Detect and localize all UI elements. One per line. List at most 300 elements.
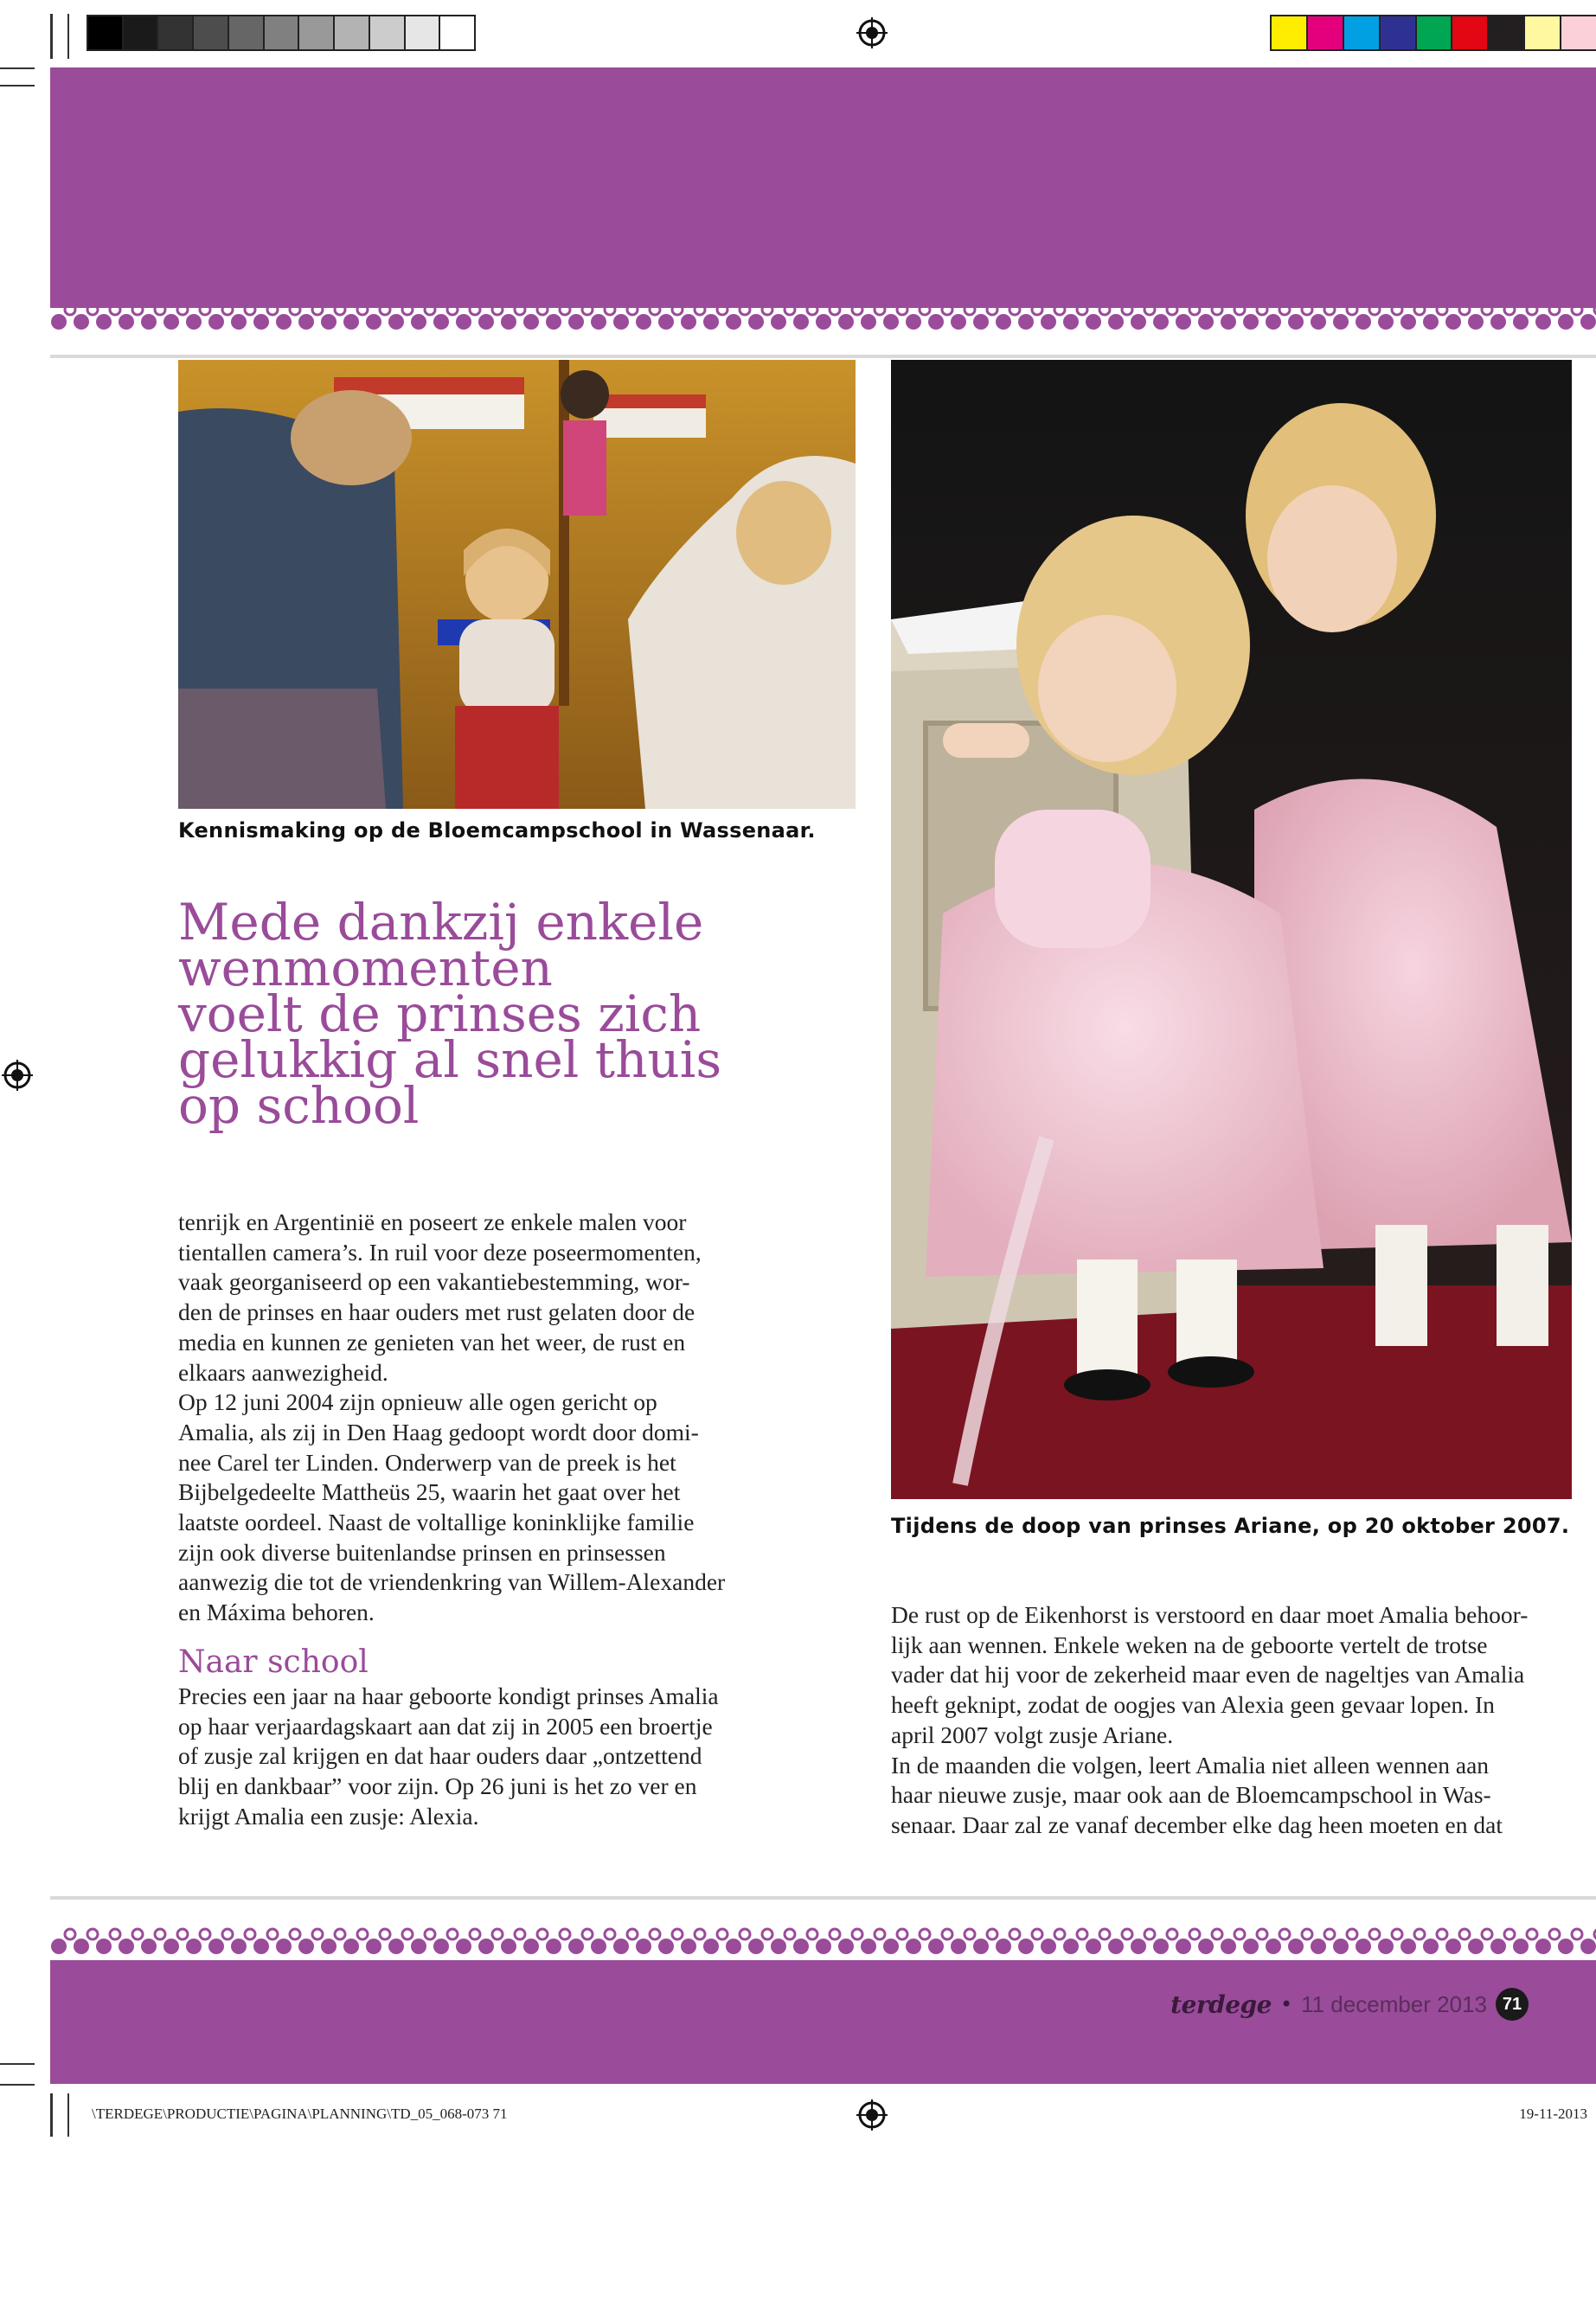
border-ring [1234,1929,1245,1939]
border-dot [703,314,719,330]
footer-folio [1170,1988,1529,2021]
border-ring [762,304,772,315]
border-dot [793,1939,809,1954]
border-ring [1302,304,1312,315]
border-ring [875,1929,885,1939]
border-dot [366,314,381,330]
border-ring [830,304,840,315]
border-dot [1401,1939,1416,1954]
border-ring [1010,1929,1020,1939]
border-dot [1580,314,1596,330]
border-ring [1099,304,1110,315]
text-line: aanwezig die tot de vriendenkring van Willem-Alexander [178,1568,726,1596]
crop-mark [0,67,35,69]
border-dot [1468,1939,1484,1954]
text-line: Precies een jaar na haar geboorte kondigt prinses Amalia [178,1682,719,1709]
border-dot [1378,314,1394,330]
border-ring [110,304,120,315]
magazine-logo: terdege [1170,1990,1272,2019]
border-dot [568,314,584,330]
border-ring [380,1929,390,1939]
border-ring [605,304,615,315]
border-ring [627,1929,638,1939]
border-ring [87,1929,98,1939]
text-line: vaak georganiseerd op een vakantiebestemming, wor- [178,1268,690,1296]
border-ring [1212,1929,1222,1939]
text-line: vader dat hij voor de zekerheid maar even de nageltjes van Amalia [891,1661,1525,1689]
divider-bottom [50,1896,1596,1900]
border-ring [1392,304,1402,315]
production-slug-date: 19-11-2013 [1519,2106,1587,2122]
photo-caption-right: Tijdens de doop van prinses Ariane, op 20 oktober 2007. [891,1514,1570,1538]
border-ring [245,304,255,315]
border-dot [636,314,651,330]
border-ring [627,304,638,315]
border-dot [1198,314,1214,330]
border-dot [861,314,876,330]
border-dot [1423,1939,1439,1954]
registration-mark-icon [856,2099,888,2131]
gray-swatch [439,15,476,51]
border-ring [1437,304,1447,315]
border-ring [1279,304,1290,315]
border-dot [996,1939,1011,1954]
border-ring [357,1929,368,1939]
border-dot [771,314,786,330]
border-ring [965,1929,975,1939]
text-line: Op 12 juni 2004 zijn opnieuw alle ogen gericht op [178,1388,657,1416]
border-dot [321,314,337,330]
border-dot [501,314,516,330]
border-dot [523,1939,539,1954]
border-ring [357,304,368,315]
border-dot [861,1939,876,1954]
border-ring [1369,304,1380,315]
border-dot [478,1939,494,1954]
border-ring [650,304,660,315]
border-ring [852,304,862,315]
registration-mark-icon [856,17,888,48]
border-dot [456,314,471,330]
border-dot [1580,1939,1596,1954]
border-ring [1234,304,1245,315]
pull-quote-line: wenmomenten [178,939,553,997]
border-dot [1108,1939,1124,1954]
dotted-border-bottom [50,1926,1596,1957]
border-ring [177,304,188,315]
border-ring [1257,304,1267,315]
border-ring [1167,304,1177,315]
pull-quote-line: voelt de prinses zich [178,984,702,1043]
border-ring [1482,304,1492,315]
border-ring [402,1929,413,1939]
pull-quote-line: op school [178,1076,420,1135]
border-ring [1010,304,1020,315]
border-ring [470,304,480,315]
border-ring [515,1929,525,1939]
border-dot [388,1939,404,1954]
border-ring [1504,304,1515,315]
gray-swatch [192,15,228,51]
border-dot [883,314,899,330]
border-dot [1086,314,1101,330]
header-band [50,67,1596,308]
border-dot [1445,1939,1461,1954]
color-swatch [1415,15,1452,51]
border-ring [785,1929,795,1939]
photo-school-visit [178,360,856,809]
border-dot [1558,1939,1574,1954]
border-dot [433,1939,449,1954]
border-dot [658,314,674,330]
border-ring [605,1929,615,1939]
border-ring [222,304,233,315]
border-ring [1302,1929,1312,1939]
gray-swatch [157,15,192,51]
color-swatch [1451,15,1487,51]
border-dot [208,1939,224,1954]
border-dot [411,314,426,330]
border-ring [1032,304,1042,315]
border-ring [1144,304,1155,315]
border-ring [492,304,503,315]
border-ring [245,1929,255,1939]
pull-quote-line: gelukkig al snel thuis [178,1030,722,1089]
text-line: zijn ook diverse buitenlandse prinsen en prinsessen [178,1538,666,1566]
gray-swatch [87,15,122,51]
border-ring [402,304,413,315]
footer-band [50,1960,1596,2084]
border-ring [335,1929,345,1939]
border-ring [1549,1929,1560,1939]
border-dot [141,1939,157,1954]
border-dot [1311,1939,1326,1954]
issue-date: 11 december 2013 [1301,1990,1487,2017]
photo-baptism [891,360,1572,1499]
border-ring [1527,1929,1537,1939]
text-line: heeft geknipt, zodat de oogjes van Alexia geen gevaar lopen. In [891,1691,1495,1719]
crop-mark [67,2093,69,2137]
border-dot [838,314,854,330]
border-dot [1535,1939,1551,1954]
text-line: krijgt Amalia een zusje: Alexia. [178,1802,479,1830]
border-ring [807,1929,817,1939]
border-dot [1153,1939,1169,1954]
border-dot [119,314,134,330]
border-ring [560,1929,570,1939]
border-dot [1513,1939,1529,1954]
border-ring [537,304,548,315]
border-ring [470,1929,480,1939]
border-dot [298,1939,314,1954]
border-dot [231,1939,247,1954]
border-dot [1243,1939,1259,1954]
border-ring [942,1929,952,1939]
color-swatch [1306,15,1343,51]
border-dot [276,1939,292,1954]
color-swatch [1379,15,1415,51]
border-ring [1122,304,1132,315]
text-line: media en kunnen ze genieten van het weer, de rust en [178,1328,686,1356]
gray-swatch [122,15,157,51]
border-dot [726,314,741,330]
subheading: Naar school [178,1644,369,1680]
border-ring [830,1929,840,1939]
border-ring [785,304,795,315]
border-dot [996,314,1011,330]
border-dot [906,1939,921,1954]
border-dot [1266,1939,1281,1954]
border-ring [582,1929,593,1939]
border-ring [1347,304,1357,315]
border-dot [883,1939,899,1954]
color-swatch [1560,15,1596,51]
border-dot [1176,314,1191,330]
border-ring [560,304,570,315]
color-swatch [1487,15,1523,51]
border-ring [425,1929,435,1939]
crop-mark [50,14,53,59]
border-ring [290,1929,300,1939]
paragraph [178,1208,801,1388]
border-dot [1018,1939,1034,1954]
text-line: laatste oordeel. Naast de voltallige koninklijke familie [178,1509,695,1536]
border-dot [253,1939,269,1954]
border-ring [1414,304,1425,315]
text-line: blij en dankbaar” voor zijn. Op 26 juni is het zo ver en [178,1772,697,1799]
border-ring [447,1929,458,1939]
crop-mark [0,85,35,87]
border-ring [515,304,525,315]
border-ring [920,1929,930,1939]
text-line: tientallen camera’s. In ruil voor deze poseermomenten, [178,1238,702,1266]
border-dot [523,314,539,330]
border-ring [155,1929,165,1939]
border-dot [343,314,359,330]
border-dot [1063,1939,1079,1954]
pull-quote-line: Mede dankzij enkele [178,893,704,952]
article-body-left [178,1208,801,1831]
border-dot [1356,314,1371,330]
photo-caption-left: Kennismaking op de Bloemcampschool in Wassenaar. [178,818,816,843]
border-dot [343,1939,359,1954]
border-dot [1243,314,1259,330]
border-dot [726,1939,741,1954]
border-dot [1513,314,1529,330]
border-dot [1356,1939,1371,1954]
border-ring [1572,1929,1582,1939]
border-dot [96,1939,112,1954]
border-dot [1423,314,1439,330]
text-line: senaar. Daar zal ze vanaf december elke dag heen moeten en dat [891,1811,1503,1838]
border-dot [1131,314,1146,330]
border-dot [703,1939,719,1954]
border-dot [546,1939,561,1954]
border-ring [717,304,727,315]
border-dot [1468,314,1484,330]
border-dot [681,1939,696,1954]
border-dot [591,314,606,330]
border-ring [1189,304,1200,315]
border-dot [973,314,989,330]
border-ring [267,304,278,315]
border-ring [132,304,143,315]
border-ring [492,1929,503,1939]
border-dot [74,1939,89,1954]
border-ring [875,304,885,315]
border-dot [433,314,449,330]
border-ring [312,1929,323,1939]
border-dot [951,314,966,330]
border-dot [1221,1939,1236,1954]
border-ring [222,1929,233,1939]
border-ring [312,304,323,315]
border-ring [897,304,907,315]
border-ring [762,1929,772,1939]
border-ring [1549,304,1560,315]
border-ring [1167,1929,1177,1939]
border-ring [1347,1929,1357,1939]
border-dot [1401,314,1416,330]
border-ring [987,304,997,315]
color-swatch [1270,15,1306,51]
border-ring [807,304,817,315]
border-dot [928,1939,944,1954]
border-dot [231,314,247,330]
border-ring [425,304,435,315]
border-ring [1054,304,1065,315]
border-dot [253,314,269,330]
crop-mark [50,2093,53,2137]
text-line: op haar verjaardagskaart aan dat zij in 2005 een broertje [178,1712,713,1740]
border-ring [987,1929,997,1939]
crop-mark [0,2084,35,2086]
gray-swatch [369,15,404,51]
border-ring [897,1929,907,1939]
border-dot [973,1939,989,1954]
pull-quote [178,893,801,1135]
border-dot [366,1939,381,1954]
text-line: Amalia, als zij in Den Haag gedoopt wordt door domi- [178,1418,699,1445]
text-line: den de prinses en haar ouders met rust gelaten door de [178,1298,695,1326]
text-line: nee Carel ter Linden. Onderwerp van de preek is het [178,1448,676,1476]
border-ring [110,1929,120,1939]
border-dot [568,1939,584,1954]
border-dot [186,314,202,330]
border-dot [681,314,696,330]
border-dot [748,1939,764,1954]
border-ring [335,304,345,315]
border-dot [636,1939,651,1954]
border-ring [1324,304,1335,315]
gray-swatch [228,15,263,51]
border-dot [591,1939,606,1954]
border-dot [658,1939,674,1954]
border-ring [132,1929,143,1939]
color-swatch [1523,15,1560,51]
border-dot [51,314,67,330]
border-ring [537,1929,548,1939]
border-dot [816,1939,831,1954]
color-calibration-bar [1270,15,1596,51]
border-dot [119,1939,134,1954]
border-dot [208,314,224,330]
border-ring [672,1929,683,1939]
article-body-right [891,1600,1574,1841]
text-line: tenrijk en Argentinië en poseert ze enkele malen voor [178,1208,687,1235]
border-dot [951,1939,966,1954]
border-ring [1077,304,1087,315]
border-dot [1445,314,1461,330]
text-line: haar nieuwe zusje, maar ook aan de Bloemcampschool in Was- [891,1781,1491,1809]
border-ring [1257,1929,1267,1939]
border-dot [546,314,561,330]
border-ring [1032,1929,1042,1939]
border-ring [1189,1929,1200,1939]
text-line: De rust op de Eikenhorst is verstoord en daar moet Amalia behoor- [891,1601,1529,1628]
border-ring [1459,1929,1470,1939]
text-line: lijk aan wennen. Enkele weken na de geboorte vertelt de trotse [891,1631,1488,1658]
border-dot [74,314,89,330]
border-ring [582,304,593,315]
border-ring [942,304,952,315]
border-dot [1558,314,1574,330]
gray-swatch [404,15,439,51]
border-dot [928,314,944,330]
border-dot [838,1939,854,1954]
border-dot [456,1939,471,1954]
divider-top [50,355,1596,358]
border-dot [478,314,494,330]
border-dot [1333,314,1349,330]
border-dot [1490,1939,1506,1954]
text-line: elkaars aanwezigheid. [178,1358,388,1386]
border-ring [920,304,930,315]
border-ring [740,1929,750,1939]
gray-swatch [333,15,369,51]
paragraph [891,1751,1574,1841]
border-ring [1144,1929,1155,1939]
border-ring [965,304,975,315]
border-ring [1482,1929,1492,1939]
border-ring [177,1929,188,1939]
border-ring [672,304,683,315]
border-dot [51,1939,67,1954]
border-dot [1288,1939,1304,1954]
border-ring [200,1929,210,1939]
text-line: april 2007 volgt zusje Ariane. [891,1721,1174,1748]
border-dot [96,314,112,330]
border-dot [1198,1939,1214,1954]
border-dot [186,1939,202,1954]
gray-swatch [263,15,298,51]
border-ring [1122,1929,1132,1939]
border-ring [695,1929,705,1939]
color-swatch [1343,15,1379,51]
border-ring [1279,1929,1290,1939]
border-dot [276,314,292,330]
crop-mark [67,14,69,59]
border-ring [1414,1929,1425,1939]
border-ring [1369,1929,1380,1939]
border-ring [740,304,750,315]
border-ring [717,1929,727,1939]
border-dot [1153,314,1169,330]
border-dot [321,1939,337,1954]
border-dot [793,314,809,330]
border-ring [65,1929,75,1939]
border-dot [1378,1939,1394,1954]
